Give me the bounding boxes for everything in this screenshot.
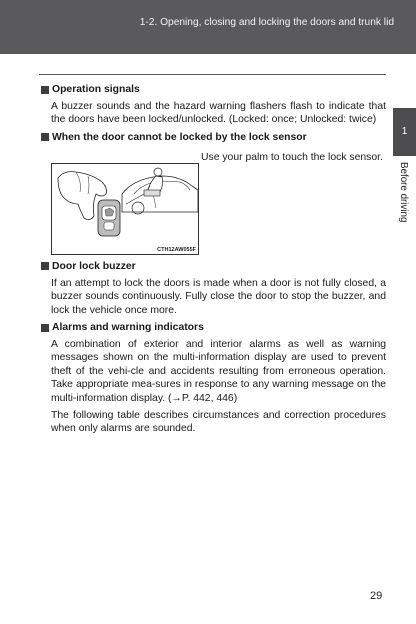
lock-sensor-illustration xyxy=(51,163,199,255)
heading-text: Alarms and warning indicators xyxy=(52,322,204,334)
lock-sensor-figure-row xyxy=(41,148,386,256)
heading-text: When the door cannot be locked by the lock sensor xyxy=(52,131,307,143)
chapter-tab xyxy=(393,108,416,224)
bullet-square-icon xyxy=(41,262,49,270)
hand-on-door-handle-illustration xyxy=(52,164,198,254)
header-divider xyxy=(39,74,386,75)
chapter-number-block xyxy=(393,108,416,156)
alarms-text-1: A combination of exterior and interior alarms as well as warning messages shown on the multi-information display are used to prevent theft of the vehi-cle and accidents resulting from erroneous operation. Take appropriate mea-sures in response to any warning message on the multi-information display. (→P. 442, 446) xyxy=(51,339,386,404)
chapter-label: Before driving xyxy=(398,162,409,223)
heading-text: Operation signals xyxy=(52,84,140,95)
bullet-square-icon xyxy=(41,86,49,94)
bullet-square-icon xyxy=(41,324,49,332)
alarms-text-2: The following table describes circumstances and correction procedures when only alarms are sounded. xyxy=(51,410,386,435)
operation-signals-text: A buzzer sounds and the hazard warning flashers flash to indicate that the doors have been locked/unlocked. (Locked: once; Unlocked: twice) xyxy=(51,101,386,126)
bullet-square-icon xyxy=(41,133,49,141)
door-lock-buzzer-text: If an attempt to lock the doors is made when a door is not fully closed, a buzzer sounds continuously. Fully close the door to stop the buzzer, and lock the vehicle once more. xyxy=(51,277,386,316)
page-header xyxy=(0,0,416,54)
section-heading-door-lock-buzzer xyxy=(41,260,386,273)
lock-sensor-caption: Use your palm to touch the lock sensor. xyxy=(201,151,383,163)
chapter-label-block xyxy=(393,156,416,224)
section-heading-alarms xyxy=(41,321,386,334)
figure-code: CTH12AW055F xyxy=(157,246,196,253)
main-content xyxy=(41,83,386,436)
chapter-number: 1 xyxy=(401,126,408,137)
page-number: 29 xyxy=(370,590,383,602)
section-heading-lock-sensor xyxy=(41,131,386,144)
heading-text: Door lock buzzer xyxy=(52,260,136,272)
section-title: 1-2. Opening, closing and locking the doors and trunk lid xyxy=(139,17,394,28)
section-heading-operation-signals xyxy=(41,83,386,96)
